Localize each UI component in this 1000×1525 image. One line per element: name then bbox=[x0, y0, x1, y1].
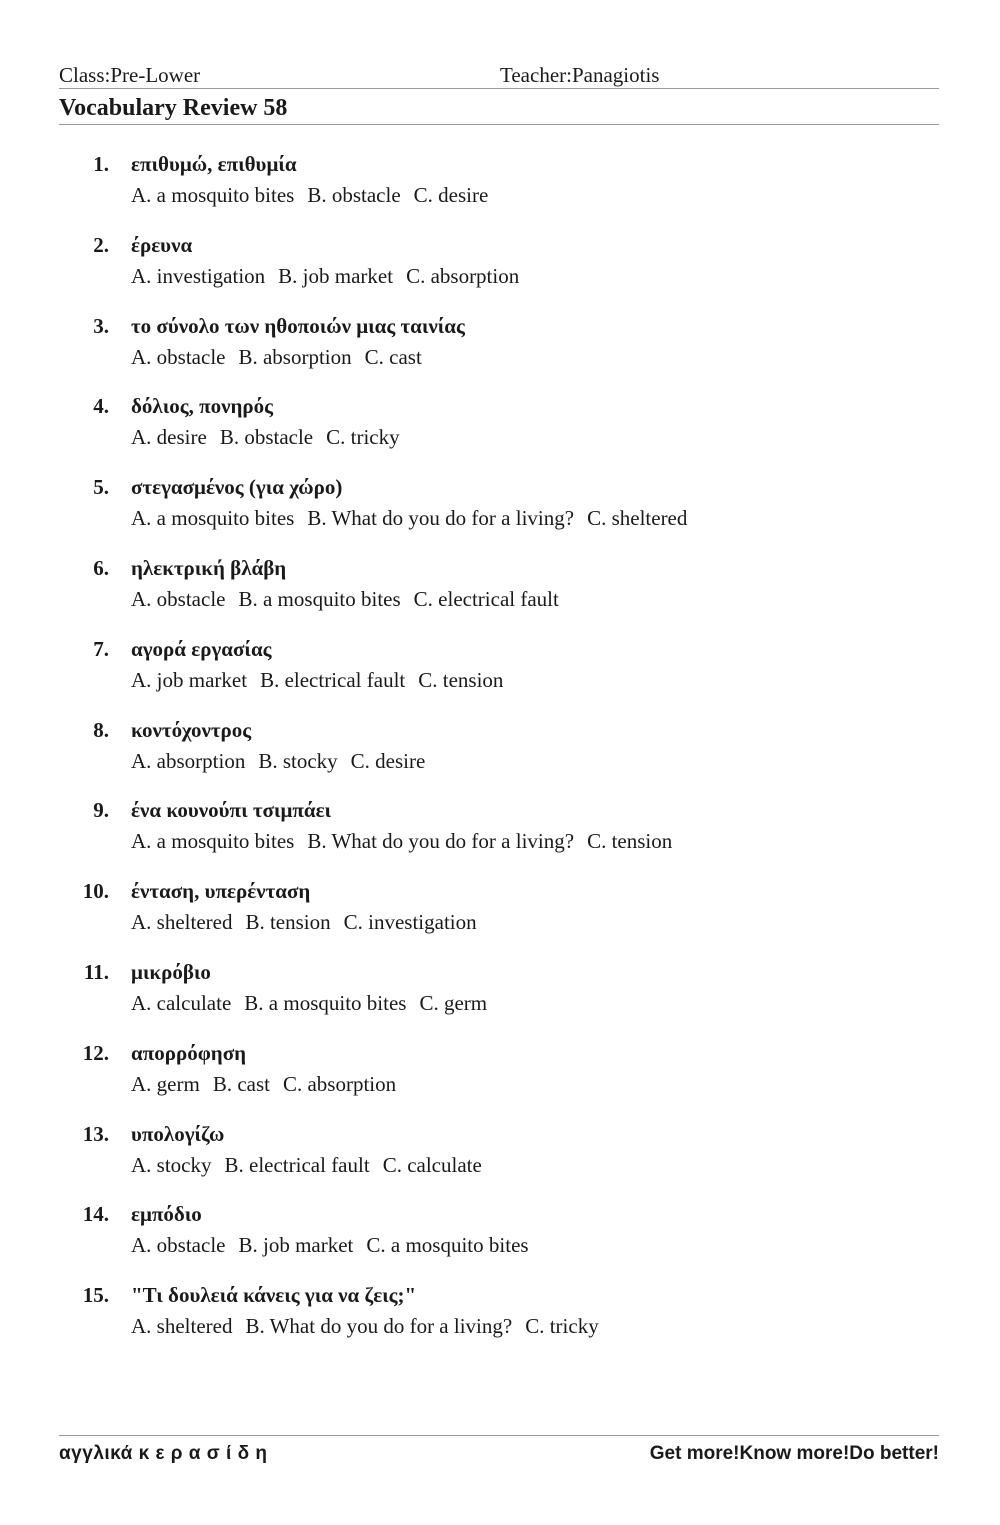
answer-option[interactable]: C. sheltered bbox=[587, 506, 688, 531]
question-number: 6. bbox=[93, 555, 109, 580]
question-item bbox=[0, 554, 1000, 635]
answer-options bbox=[131, 423, 413, 451]
worksheet-header bbox=[59, 62, 939, 88]
answer-option[interactable]: B. tension bbox=[245, 910, 331, 935]
question-number: 10. bbox=[82, 879, 109, 904]
answer-options bbox=[131, 262, 532, 290]
answer-option[interactable]: A. sheltered bbox=[131, 910, 233, 935]
answer-option[interactable]: B. obstacle bbox=[307, 183, 401, 207]
question-item bbox=[0, 1200, 1000, 1281]
answer-options bbox=[131, 747, 438, 775]
answer-option[interactable]: B. a mosquito bites bbox=[244, 990, 407, 1015]
answer-option[interactable]: C. electrical fault bbox=[413, 586, 559, 611]
question-prompt: έρευνα bbox=[131, 232, 193, 257]
question-prompt: το σύνολο των ηθοποιών μιας ταινίας bbox=[131, 313, 465, 338]
answer-option[interactable]: A. investigation bbox=[131, 263, 266, 288]
answer-option[interactable]: C. investigation bbox=[343, 910, 477, 935]
answer-options bbox=[131, 1312, 612, 1340]
answer-option[interactable]: A. obstacle bbox=[131, 1233, 226, 1258]
answer-option[interactable]: C. tricky bbox=[525, 1314, 599, 1339]
answer-option[interactable]: B. job market bbox=[278, 263, 394, 288]
question-prompt: στεγασμένος (για χώρο) bbox=[131, 475, 343, 500]
answer-option[interactable]: B. What do you do for a living? bbox=[307, 829, 575, 854]
answer-option[interactable]: A. a mosquito bites bbox=[131, 829, 295, 854]
question-prompt: δόλιος, πονηρός bbox=[131, 394, 273, 419]
question-number: 4. bbox=[93, 394, 109, 419]
question-number: 9. bbox=[93, 798, 109, 823]
answer-options bbox=[131, 1151, 495, 1179]
footer-brand: αγγλικά κ ε ρ α σ ί δ η bbox=[59, 1443, 268, 1464]
question-number: 3. bbox=[93, 313, 109, 338]
answer-option[interactable]: C. desire bbox=[413, 183, 489, 207]
answer-option[interactable]: A. sheltered bbox=[131, 1314, 233, 1339]
answer-options bbox=[131, 1070, 409, 1098]
title-divider bbox=[59, 124, 939, 125]
answer-options bbox=[131, 989, 500, 1017]
footer-slogan: Get more!Know more!Do better! bbox=[649, 1443, 939, 1464]
question-number: 1. bbox=[93, 152, 109, 176]
page-title: Vocabulary Review 58 bbox=[59, 95, 288, 121]
answer-option[interactable]: C. desire bbox=[350, 748, 426, 773]
answer-option[interactable]: C. germ bbox=[419, 990, 488, 1015]
question-item bbox=[0, 1120, 1000, 1201]
question-number: 12. bbox=[82, 1040, 109, 1065]
question-prompt: ηλεκτρική βλάβη bbox=[131, 555, 287, 580]
answer-option[interactable]: A. germ bbox=[131, 1071, 200, 1096]
question-item bbox=[0, 1039, 1000, 1120]
answer-options bbox=[131, 585, 572, 613]
question-list bbox=[0, 150, 1000, 1362]
answer-options bbox=[131, 504, 700, 532]
question-item bbox=[0, 635, 1000, 716]
answer-option[interactable]: B. What do you do for a living? bbox=[245, 1314, 513, 1339]
question-prompt: "Τι δουλειά κάνεις για να ζεις;" bbox=[131, 1283, 417, 1308]
answer-options bbox=[131, 908, 490, 936]
footer-divider bbox=[59, 1435, 939, 1436]
answer-option[interactable]: B. absorption bbox=[238, 344, 352, 369]
question-prompt: απορρόφηση bbox=[131, 1040, 247, 1065]
question-item bbox=[0, 231, 1000, 312]
answer-option[interactable]: A. calculate bbox=[131, 990, 232, 1015]
answer-option[interactable]: B. a mosquito bites bbox=[238, 586, 401, 611]
question-prompt: κοντόχοντρος bbox=[131, 717, 252, 742]
question-item bbox=[0, 958, 1000, 1039]
answer-option[interactable]: B. electrical fault bbox=[224, 1152, 370, 1177]
question-item bbox=[0, 877, 1000, 958]
answer-option[interactable]: B. job market bbox=[238, 1233, 354, 1258]
class-label: Class:Pre-Lower bbox=[59, 63, 201, 87]
answer-options bbox=[131, 666, 516, 694]
question-number: 15. bbox=[82, 1283, 109, 1308]
answer-option[interactable]: B. electrical fault bbox=[260, 667, 406, 692]
answer-option[interactable]: A. desire bbox=[131, 425, 207, 450]
answer-option[interactable]: C. a mosquito bites bbox=[366, 1233, 529, 1258]
question-prompt: ένταση, υπερένταση bbox=[131, 879, 311, 904]
footer bbox=[59, 1441, 939, 1467]
question-number: 14. bbox=[82, 1202, 109, 1227]
answer-option[interactable]: A. a mosquito bites bbox=[131, 506, 295, 531]
answer-options bbox=[131, 1231, 542, 1259]
answer-options bbox=[131, 181, 501, 209]
question-prompt: μικρόβιο bbox=[131, 959, 211, 984]
answer-option[interactable]: A. job market bbox=[131, 667, 248, 692]
question-item bbox=[0, 1281, 1000, 1362]
question-prompt: επιθυμώ, επιθυμία bbox=[131, 152, 297, 176]
answer-option[interactable]: A. obstacle bbox=[131, 586, 226, 611]
question-item bbox=[0, 392, 1000, 473]
answer-option[interactable]: A. absorption bbox=[131, 748, 246, 773]
answer-option[interactable]: A. stocky bbox=[131, 1152, 212, 1177]
question-item bbox=[0, 716, 1000, 797]
answer-option[interactable]: C. tension bbox=[418, 667, 504, 692]
question-prompt: ένα κουνούπι τσιμπάει bbox=[131, 798, 332, 823]
answer-option[interactable]: A. a mosquito bites bbox=[131, 183, 295, 207]
answer-option[interactable]: A. obstacle bbox=[131, 344, 226, 369]
answer-options bbox=[131, 343, 435, 371]
answer-option[interactable]: C. absorption bbox=[282, 1071, 397, 1096]
answer-option[interactable]: C. tension bbox=[587, 829, 673, 854]
question-number: 2. bbox=[93, 232, 109, 257]
answer-option[interactable]: B. stocky bbox=[258, 748, 338, 773]
answer-option[interactable]: C. absorption bbox=[406, 263, 520, 288]
answer-option[interactable]: B. obstacle bbox=[219, 425, 314, 450]
answer-option[interactable]: C. tricky bbox=[326, 425, 400, 450]
question-item bbox=[0, 473, 1000, 554]
question-item bbox=[0, 312, 1000, 393]
question-item bbox=[0, 796, 1000, 877]
answer-option[interactable]: B. What do you do for a living? bbox=[307, 506, 575, 531]
answer-options bbox=[131, 827, 685, 855]
question-number: 7. bbox=[93, 636, 109, 661]
answer-option[interactable]: C. cast bbox=[364, 344, 422, 369]
question-number: 13. bbox=[82, 1121, 109, 1146]
question-number: 11. bbox=[83, 959, 109, 984]
teacher-label: Teacher:Panagiotis bbox=[500, 63, 660, 87]
question-prompt: υπολογίζω bbox=[131, 1121, 225, 1146]
question-prompt: αγορά εργασίας bbox=[131, 636, 272, 661]
answer-option[interactable]: B. cast bbox=[212, 1071, 270, 1096]
question-number: 5. bbox=[93, 475, 109, 500]
question-number: 8. bbox=[93, 717, 109, 742]
question-item bbox=[0, 150, 1000, 231]
question-prompt: εμπόδιο bbox=[131, 1202, 202, 1227]
answer-option[interactable]: C. calculate bbox=[382, 1152, 482, 1177]
header-divider bbox=[59, 88, 939, 89]
